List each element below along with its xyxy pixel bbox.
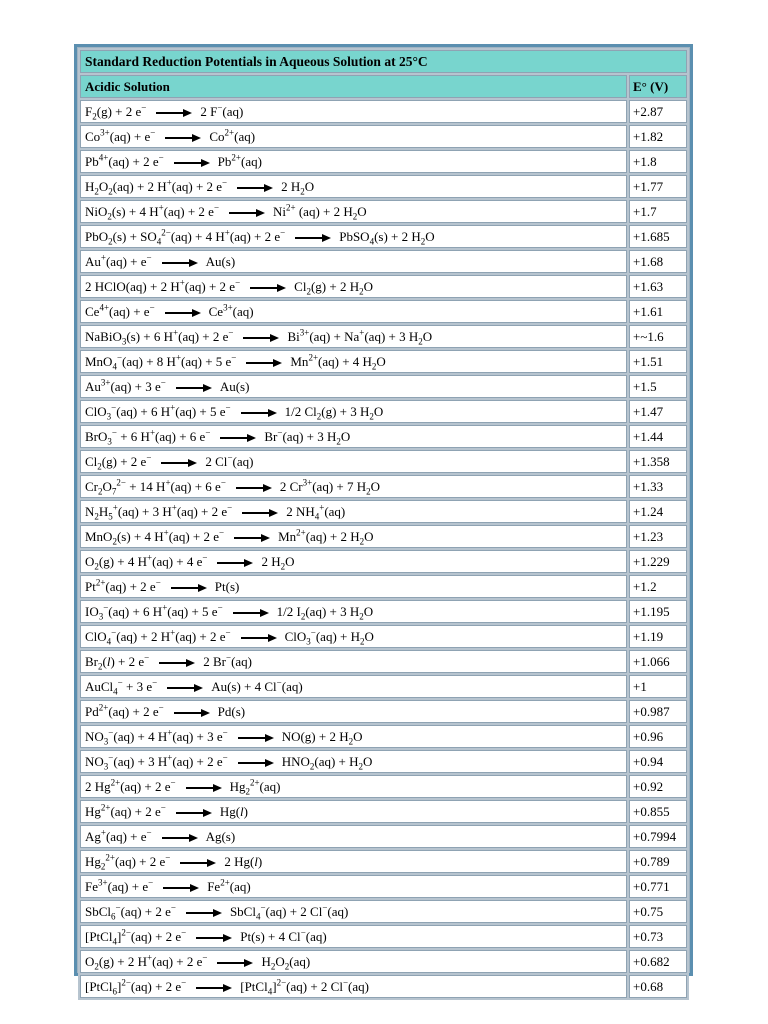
reaction-arrow-icon xyxy=(236,484,272,492)
table-row xyxy=(80,875,687,898)
reaction-arrow-icon xyxy=(156,109,192,117)
table-title-text: Standard Reduction Potentials in Aqueous Solution at 25°C xyxy=(85,53,428,69)
condition-header xyxy=(80,75,627,98)
reaction-cell xyxy=(80,375,627,398)
table-row xyxy=(80,600,687,623)
reaction-cell xyxy=(80,100,627,123)
reactants: $NO_3^-(aq) + 4$ H+(aq) + 3 e− xyxy=(85,727,228,747)
reaction-cell xyxy=(80,450,627,473)
products: Pt(s) + 4 Cl−(aq) xyxy=(240,927,327,944)
reaction-cell xyxy=(80,600,627,623)
reactants: $N_2H_5^+(aq) + 3$ H+(aq) + 2 e− xyxy=(85,502,233,522)
table-row xyxy=(80,325,687,348)
products: SbCl$_4$−(aq) + 2 Cl−(aq) xyxy=(229,902,349,922)
products: 1/2 $Cl_2(g) + 3$ $H_2O$ xyxy=(284,403,384,422)
potential-value: +1 xyxy=(629,675,687,698)
reaction-arrow-icon xyxy=(217,959,253,967)
reaction-arrow-icon xyxy=(295,234,331,242)
reactants: $Br_2(l) + 2$ e− xyxy=(85,652,150,672)
reaction-cell xyxy=(80,875,627,898)
potential-value: +0.7994 xyxy=(629,825,687,848)
reaction-arrow-icon xyxy=(238,759,274,767)
table-row xyxy=(80,475,687,498)
reaction-arrow-icon xyxy=(180,859,216,867)
table-frame xyxy=(74,44,693,997)
reaction-arrow-icon xyxy=(186,784,222,792)
table-row xyxy=(80,850,687,873)
products: Au(s) xyxy=(205,253,236,269)
reaction-arrow-icon xyxy=(217,559,253,567)
reactants: $Au^{3+}(aq) + 3$ e− xyxy=(85,377,166,394)
header-row xyxy=(80,75,687,98)
products: $Fe^{2+}(aq)$ xyxy=(207,877,251,894)
reaction-arrow-icon xyxy=(163,884,199,892)
reaction-arrow-icon xyxy=(196,984,232,992)
reaction-cell xyxy=(80,550,627,573)
products: 1/2 $I_2(aq) + 3$ $H_2O$ xyxy=(276,603,374,622)
potential-value: +1.23 xyxy=(629,525,687,548)
reaction-arrow-icon xyxy=(229,209,265,217)
table-row xyxy=(80,225,687,248)
reaction-arrow-icon xyxy=(246,359,282,367)
potential-value: +1.066 xyxy=(629,650,687,673)
products: 2 $H_2O$ xyxy=(261,553,295,572)
table-row xyxy=(80,450,687,473)
reaction-arrow-icon xyxy=(243,334,279,342)
reaction-arrow-icon xyxy=(186,909,222,917)
table-row xyxy=(80,550,687,573)
products: 2 $H_2O$ xyxy=(281,178,315,197)
products: 2 F−(aq) xyxy=(200,102,244,119)
reaction-cell xyxy=(80,800,627,823)
reaction-cell xyxy=(80,975,627,998)
table-row xyxy=(80,275,687,298)
potential-value: +1.229 xyxy=(629,550,687,573)
potential-value: +1.195 xyxy=(629,600,687,623)
reaction-cell xyxy=(80,125,627,148)
potential-value: +1.77 xyxy=(629,175,687,198)
table-row xyxy=(80,950,687,973)
reactants: $F_2(g) + 2$ e− xyxy=(85,102,147,122)
potential-value: +1.61 xyxy=(629,300,687,323)
potential-value: +1.82 xyxy=(629,125,687,148)
reaction-arrow-icon xyxy=(233,609,269,617)
reaction-cell xyxy=(80,825,627,848)
reaction-cell xyxy=(80,925,627,948)
reaction-cell xyxy=(80,250,627,273)
products: PbSO$_4$(s) + 2 $H_2O$ xyxy=(339,228,435,247)
products: $Mn^{2+}(aq) + 2$ $H_2O$ xyxy=(278,527,374,547)
reactants: $NO_3^-(aq) + 3$ H+(aq) + 2 e− xyxy=(85,752,228,772)
reaction-cell xyxy=(80,150,627,173)
reaction-cell xyxy=(80,900,627,923)
products: $Ni^{2+}$ (aq) + 2 $H_2O$ xyxy=(273,202,367,222)
table-row xyxy=(80,375,687,398)
potential-value: +1.7 xyxy=(629,200,687,223)
potential-value: +0.94 xyxy=(629,750,687,773)
reaction-cell xyxy=(80,950,627,973)
reaction-arrow-icon xyxy=(162,259,198,267)
potential-value: +~1.6 xyxy=(629,325,687,348)
reactants: $Hg_2^{2+}(aq) + 2$ e− xyxy=(85,852,171,872)
potential-header xyxy=(629,75,687,98)
potential-value: +0.771 xyxy=(629,875,687,898)
table-row xyxy=(80,175,687,198)
table-row xyxy=(80,100,687,123)
potential-value: +0.96 xyxy=(629,725,687,748)
table-row xyxy=(80,725,687,748)
table-row xyxy=(80,200,687,223)
table-row xyxy=(80,575,687,598)
potential-value: +1.44 xyxy=(629,425,687,448)
table-row xyxy=(80,500,687,523)
table-row xyxy=(80,750,687,773)
potential-value: +0.92 xyxy=(629,775,687,798)
reaction-cell xyxy=(80,400,627,423)
potential-value: +1.358 xyxy=(629,450,687,473)
products: $Pb^{2+}(aq)$ xyxy=(217,152,262,169)
reaction-arrow-icon xyxy=(171,584,207,592)
reaction-arrow-icon xyxy=(176,809,212,817)
table-row xyxy=(80,425,687,448)
potential-value: +0.987 xyxy=(629,700,687,723)
table-row xyxy=(80,675,687,698)
products: 2 $Cr^{3+}(aq) + 7$ $H_2O$ xyxy=(279,477,381,497)
reaction-cell xyxy=(80,325,627,348)
title-row xyxy=(80,50,687,73)
reaction-arrow-icon xyxy=(241,409,277,417)
table-row xyxy=(80,650,687,673)
reactants: $Pd^{2+}(aq) + 2$ e− xyxy=(85,702,164,719)
table-inner-border xyxy=(77,47,690,997)
reaction-cell xyxy=(80,300,627,323)
products: $Ce^{3+}(aq)$ xyxy=(208,302,254,319)
potential-header-text: E° (V) xyxy=(633,78,669,94)
reaction-arrow-icon xyxy=(241,634,277,642)
table-row xyxy=(80,525,687,548)
products: $ClO_3^-(aq) + H_2O$ xyxy=(284,627,374,647)
reaction-arrow-icon xyxy=(174,709,210,717)
products: NO(g) + 2 $H_2O$ xyxy=(281,728,363,747)
potential-value: +0.73 xyxy=(629,925,687,948)
potential-value: +1.685 xyxy=(629,225,687,248)
reactants: MnO$_2$(s) + 4 H+(aq) + 2 e− xyxy=(85,527,225,547)
table-row xyxy=(80,125,687,148)
reaction-cell xyxy=(80,750,627,773)
reaction-arrow-icon xyxy=(242,509,278,517)
reaction-cell xyxy=(80,475,627,498)
table-row xyxy=(80,625,687,648)
table-row xyxy=(80,150,687,173)
reactants: [PtCl$_4$]$^{2-}$(aq) + 2 e− xyxy=(85,927,187,947)
potential-value: +0.682 xyxy=(629,950,687,973)
reaction-arrow-icon xyxy=(250,284,286,292)
reaction-arrow-icon xyxy=(161,459,197,467)
reactants: Ag+(aq) + e− xyxy=(85,827,152,844)
table-row xyxy=(80,775,687,798)
potential-value: +1.24 xyxy=(629,500,687,523)
products: Au(s) + 4 Cl−(aq) xyxy=(211,677,303,694)
reactants: Au+(aq) + e− xyxy=(85,252,152,269)
table-row xyxy=(80,900,687,923)
reaction-cell xyxy=(80,725,627,748)
reactants: ClO$_4$−(aq) + 2 H+(aq) + 2 e− xyxy=(85,627,231,647)
products: Hg(l) xyxy=(219,803,249,819)
reactants: NiO$_2$(s) + 4 H+(aq) + 2 e− xyxy=(85,202,220,222)
reactants: $O_2(g) + 2$ H+(aq) + 2 e− xyxy=(85,952,208,972)
products: Ag(s) xyxy=(205,828,236,844)
products: [PtCl$_4$]$^{2-}$(aq) + 2 Cl−(aq) xyxy=(240,977,369,997)
products: $Cl_2(g) + 2$ $H_2O$ xyxy=(294,278,373,297)
reaction-cell xyxy=(80,850,627,873)
table-row xyxy=(80,400,687,423)
reaction-arrow-icon xyxy=(237,184,273,192)
reaction-cell xyxy=(80,575,627,598)
reaction-arrow-icon xyxy=(196,934,232,942)
potential-value: +1.63 xyxy=(629,275,687,298)
potential-value: +1.33 xyxy=(629,475,687,498)
products: Au(s) xyxy=(219,378,250,394)
reactants: 2 HClO(aq) + 2 H+(aq) + 2 e− xyxy=(85,277,241,294)
table-row xyxy=(80,350,687,373)
reaction-cell xyxy=(80,650,627,673)
potential-value: +1.68 xyxy=(629,250,687,273)
reactants: NaBiO$_3$(s) + 6 H+(aq) + 2 e− xyxy=(85,327,234,347)
reaction-cell xyxy=(80,500,627,523)
products: $HNO_2(aq) + H_2O$ xyxy=(281,753,373,772)
products: $Hg_2^{2+}(aq)$ xyxy=(229,777,281,797)
products: Br−(aq) + 3 $H_2O$ xyxy=(264,427,351,447)
products: Pd(s) xyxy=(217,703,246,719)
products: Pt(s) xyxy=(214,578,240,594)
potential-value: +1.2 xyxy=(629,575,687,598)
reaction-arrow-icon xyxy=(234,534,270,542)
products: 2 $NH_4^+(aq)$ xyxy=(286,502,346,522)
potential-value: +0.68 xyxy=(629,975,687,998)
reactants: $Pt^{2+}(aq) + 2$ e− xyxy=(85,577,161,594)
potential-value: +1.51 xyxy=(629,350,687,373)
reaction-cell xyxy=(80,200,627,223)
reactants: MnO$_4$−(aq) + 8 H+(aq) + 5 e− xyxy=(85,352,237,372)
potential-value: +2.87 xyxy=(629,100,687,123)
products: $Mn^{2+}(aq) + 4$ $H_2O$ xyxy=(290,352,386,372)
reaction-cell xyxy=(80,525,627,548)
reaction-cell xyxy=(80,175,627,198)
reactants: $H_2O_2(aq) + 2$ H+(aq) + 2 e− xyxy=(85,177,228,197)
products: 2 Cl−(aq) xyxy=(205,452,254,469)
potential-value: +0.855 xyxy=(629,800,687,823)
products: 2 Hg(l) xyxy=(224,853,263,869)
reaction-arrow-icon xyxy=(238,734,274,742)
table-row xyxy=(80,975,687,998)
potential-value: +1.8 xyxy=(629,150,687,173)
products: $H_2O_2(aq)$ xyxy=(261,953,311,972)
table-row xyxy=(80,825,687,848)
table-row xyxy=(80,925,687,948)
potential-value: +1.5 xyxy=(629,375,687,398)
reactants: $Fe^{3+}(aq) + e^-$ xyxy=(85,877,154,894)
table-row xyxy=(80,250,687,273)
table-row xyxy=(80,800,687,823)
reactants: ClO$_3$−(aq) + 6 H+(aq) + 5 e− xyxy=(85,402,231,422)
reactants: $PbO_2(s) + SO_4^{2-}(aq) + 4$ H+(aq) + 2 e− xyxy=(85,227,286,247)
reaction-arrow-icon xyxy=(162,834,198,842)
reaction-cell xyxy=(80,225,627,248)
reaction-cell xyxy=(80,275,627,298)
reaction-arrow-icon xyxy=(220,434,256,442)
condition-header-text: Acidic Solution xyxy=(85,78,170,94)
reaction-arrow-icon xyxy=(165,309,201,317)
potential-value: +1.19 xyxy=(629,625,687,648)
table-row xyxy=(80,700,687,723)
potential-value: +0.789 xyxy=(629,850,687,873)
reaction-arrow-icon xyxy=(159,659,195,667)
reactants: AuCl$_4$− + 3 e− xyxy=(85,677,158,697)
products: 2 Br−(aq) xyxy=(203,652,252,669)
table-title xyxy=(80,50,687,73)
reactants: $O_2(g) + 4$ H+(aq) + 4 e− xyxy=(85,552,208,572)
reactants: $Cl_2(g) + 2$ e− xyxy=(85,452,152,472)
reactants: 2 $Hg^{2+}(aq) + 2$ e− xyxy=(85,777,176,794)
reactants: $IO_3^-(aq) + 6$ H+(aq) + 5 e− xyxy=(85,602,223,622)
reaction-arrow-icon xyxy=(165,134,201,142)
products: $Bi^{3+}(aq) + Na^+(aq) + 3$ $H_2O$ xyxy=(287,327,433,347)
reactants: $Pb^{4+}(aq) + 2$ e− xyxy=(85,152,164,169)
reaction-arrow-icon xyxy=(176,384,212,392)
potential-value: +1.47 xyxy=(629,400,687,423)
reduction-potentials-table xyxy=(78,48,689,1000)
table-row xyxy=(80,300,687,323)
reactants: $Ce^{4+}(aq) + e^-$ xyxy=(85,302,155,319)
reactants: BrO$_3$− + 6 H+(aq) + 6 e− xyxy=(85,427,211,447)
reaction-cell xyxy=(80,425,627,448)
potential-value: +0.75 xyxy=(629,900,687,923)
reactants: $Cr_2O_7^{2-} + 14$ H+(aq) + 6 e− xyxy=(85,477,226,497)
reactants: $Hg^{2+}(aq) + 2$ e− xyxy=(85,802,166,819)
reaction-cell xyxy=(80,700,627,723)
reaction-cell xyxy=(80,675,627,698)
reaction-arrow-icon xyxy=(167,684,203,692)
reaction-cell xyxy=(80,625,627,648)
products: $Co^{2+}(aq)$ xyxy=(209,127,256,144)
reactants: SbCl$_6$−(aq) + 2 e− xyxy=(85,902,176,922)
reaction-cell xyxy=(80,775,627,798)
reactants: $Co^{3+}(aq) + e^-$ xyxy=(85,127,156,144)
reaction-arrow-icon xyxy=(174,159,210,167)
reactants: [PtCl$_6$]$^{2-}$(aq) + 2 e− xyxy=(85,977,187,997)
reaction-cell xyxy=(80,350,627,373)
